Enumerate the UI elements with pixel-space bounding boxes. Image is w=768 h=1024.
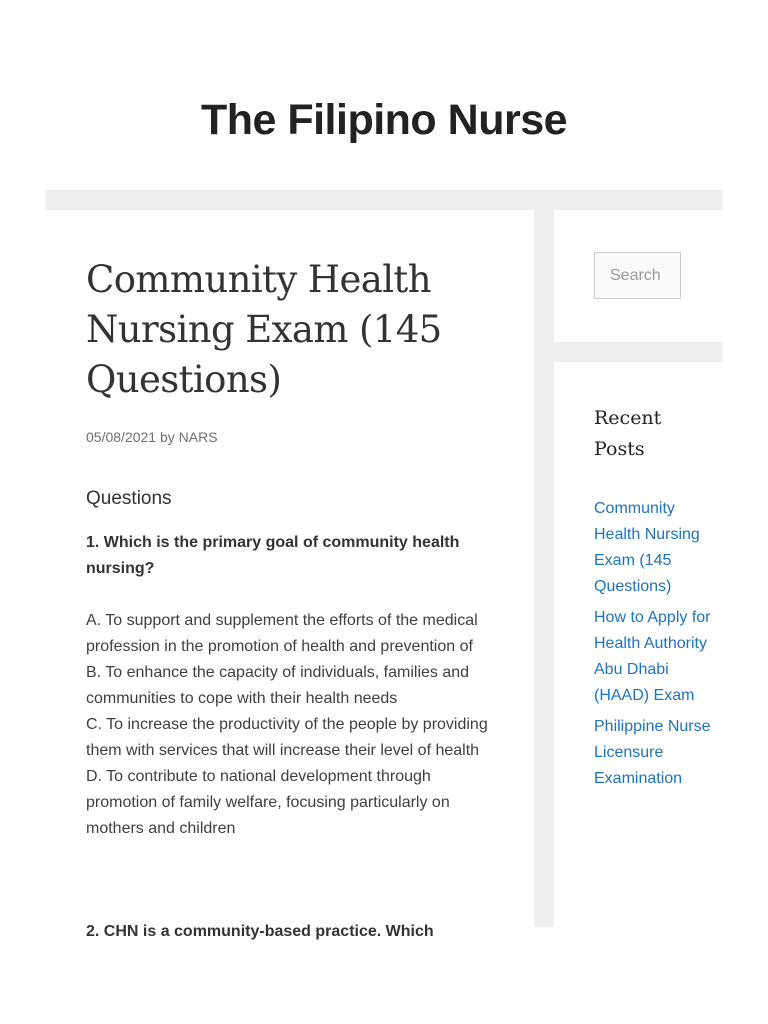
search-widget	[554, 210, 723, 342]
option-c: C. To increase the productivity of the people by providing them with services that will increase their level of health	[86, 716, 488, 759]
option-d: D. To contribute to national development through promotion of family welfare, focusing particularly on mothers and children	[86, 768, 450, 837]
recent-posts-title: Recent Posts	[594, 407, 662, 460]
post-date[interactable]: 05/08/2021	[86, 429, 157, 445]
section-heading: Questions	[86, 488, 172, 509]
question-1-options	[86, 608, 496, 842]
recent-posts-list	[594, 496, 714, 797]
site-title[interactable]: The Filipino Nurse	[200, 96, 568, 144]
list-item	[594, 714, 714, 792]
option-b: B. To enhance the capacity of individuals, families and communities to cope with their health needs	[86, 664, 470, 707]
search-input[interactable]	[594, 252, 681, 299]
recent-post-link[interactable]: How to Apply for Health Authority Abu Dhabi (HAAD) Exam	[594, 609, 711, 704]
post-author[interactable]: NARS	[178, 429, 218, 445]
post-meta	[86, 429, 218, 445]
recent-post-link[interactable]: Philippine Nurse Licensure Examination	[594, 718, 711, 787]
recent-posts-widget	[554, 362, 723, 927]
recent-post-link[interactable]: Community Health Nursing Exam (145 Questions)	[594, 500, 700, 595]
list-item	[594, 496, 714, 600]
question-2: 2. CHN is a community-based practice. Which	[86, 923, 434, 940]
option-a: A. To support and supplement the efforts of the medical profession in the promotion of health and prevention of	[86, 612, 478, 655]
content-frame	[45, 190, 723, 940]
question-1: 1. Which is the primary goal of community health nursing?	[86, 534, 460, 577]
post-byline: by	[159, 429, 175, 445]
list-item	[594, 605, 714, 709]
post-title: Community Health Nursing Exam (145 Questions)	[86, 258, 442, 401]
post-article	[45, 210, 534, 940]
